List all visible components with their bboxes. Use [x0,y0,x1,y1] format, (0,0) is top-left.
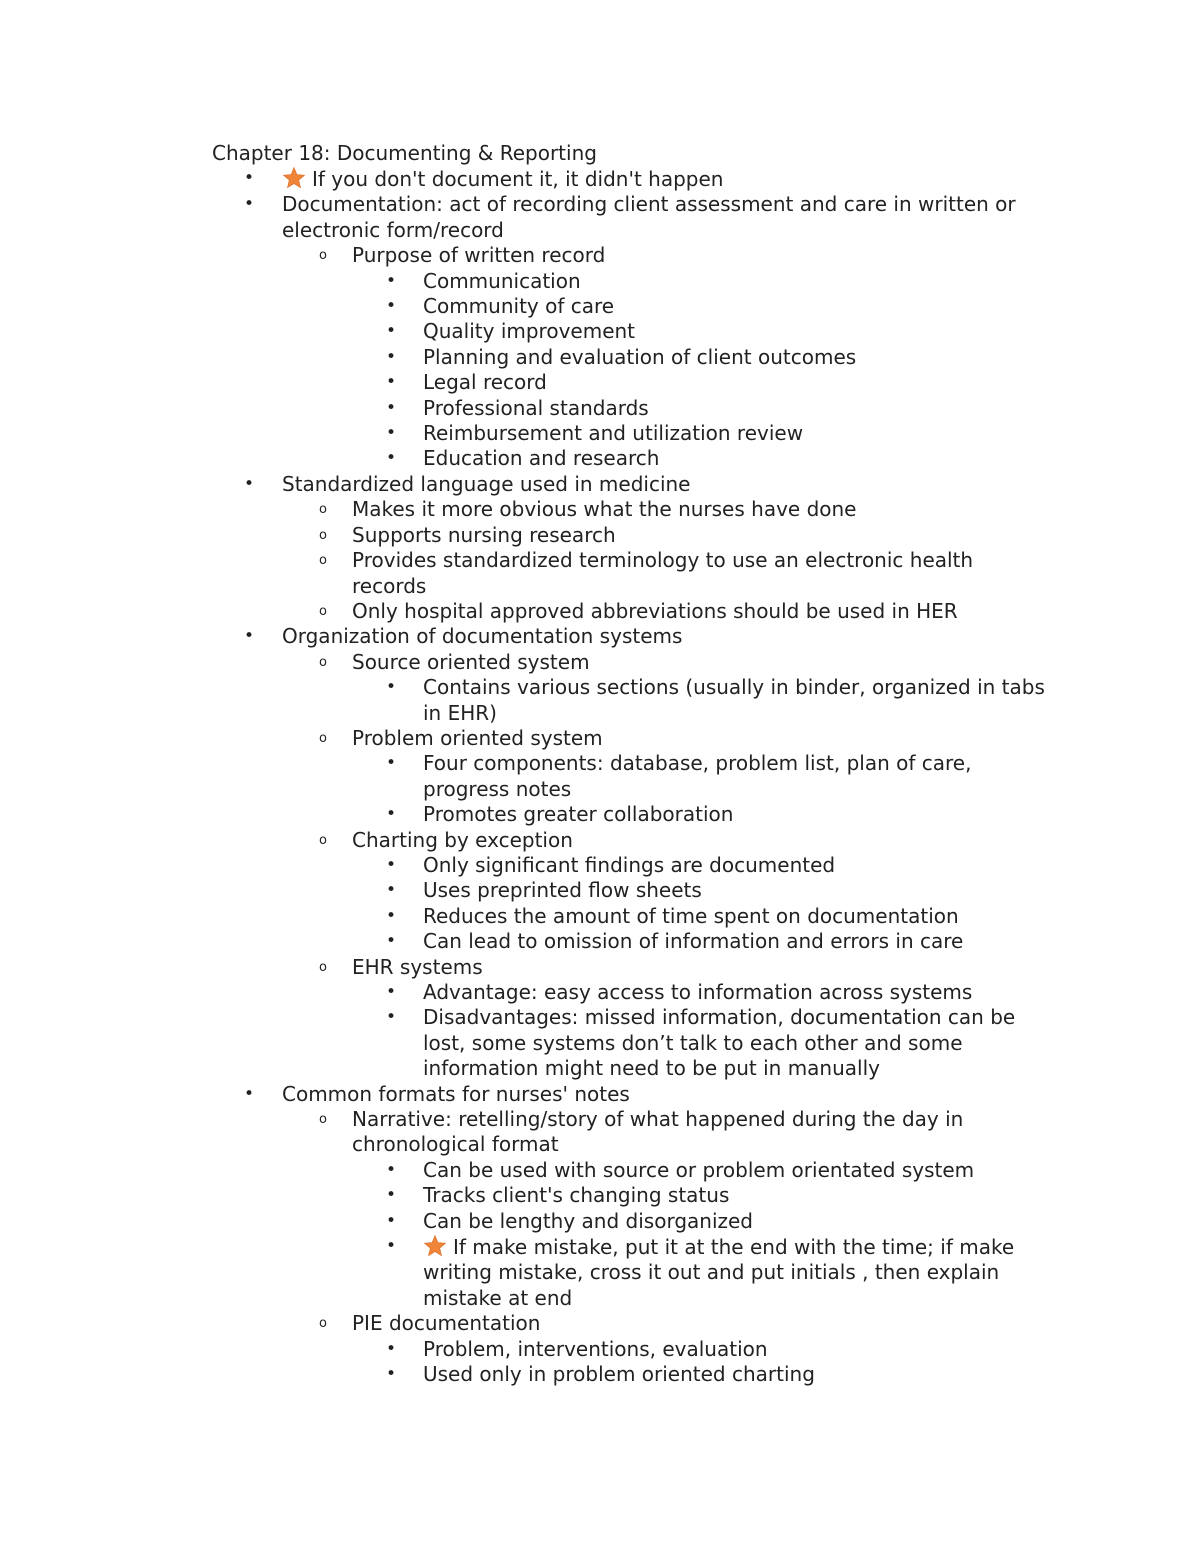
bullet-marker: • [386,753,397,774]
list-item [0,878,1060,903]
list-item-label: Common formats for nurses' notes [282,1081,630,1106]
list-item-label: Can be used with source or problem orientated system [423,1157,975,1182]
list-item [0,1158,1060,1183]
list-item [0,166,1060,192]
list-item-text [423,1337,1060,1362]
list-item-label: Source oriented system [352,649,590,674]
list-item-text [352,955,1040,980]
list-item-label: Quality improvement [423,319,636,344]
list-item [0,294,1060,319]
list-item [0,751,1060,802]
bullet-marker: • [386,372,397,393]
list-item-label: Education and research [423,446,660,471]
list-item [0,853,1060,878]
list-item-text [352,548,1040,599]
list-item [0,828,1040,853]
list-item-text [352,1107,1040,1158]
bullet-marker: o [319,502,327,518]
list-item-label: PIE documentation [352,1311,541,1336]
bullet-marker: • [244,626,255,647]
list-item-label: Disadvantages: missed information, documentation can be lost, some systems don’t talk to each other and some information might need to be put in manually [423,1005,1016,1081]
list-item [0,523,1040,548]
bullet-marker: • [386,1185,397,1206]
bullet-marker: o [319,832,327,848]
list-item-label: Only significant findings are documented [423,852,836,877]
list-item-text [423,269,1060,294]
bullet-marker: • [386,1236,397,1257]
list-item-text [423,319,1060,344]
bullet-marker: • [386,397,397,418]
bullet-marker: • [386,346,397,367]
list-item [0,396,1060,421]
list-item-text [423,1183,1060,1208]
bullet-marker: • [386,931,397,952]
list-item-label: Problem, interventions, evaluation [423,1336,768,1361]
list-item-text [423,878,1060,903]
list-item [0,548,1040,599]
bullet-marker: • [244,1083,255,1104]
bullet-marker: o [319,654,327,670]
list-item [0,243,1040,268]
list-item-label: Reimbursement and utilization review [423,421,804,446]
list-item-label: Tracks client's changing status [423,1183,730,1208]
list-item [0,446,1060,471]
list-item-label: Charting by exception [352,827,573,852]
list-item-text [352,828,1040,853]
star-icon [423,1234,447,1258]
bullet-marker: • [386,1210,397,1231]
list-item-label: Provides standardized terminology to use an electronic health records [352,548,974,598]
list-item [0,192,1060,243]
list-item-text [423,421,1060,446]
list-item [0,421,1060,446]
list-item-text [282,166,1060,192]
list-item-text [282,192,1060,243]
list-item-label: Documentation: act of recording client assessment and care in written or electronic form/record [282,192,1016,242]
list-item-label: Supports nursing research [352,522,616,547]
list-item-text [423,294,1060,319]
bullet-marker: o [319,730,327,746]
list-item-label: Problem oriented system [352,725,603,750]
list-item [0,726,1040,751]
list-item-text [423,904,1060,929]
list-item-text [423,1005,1060,1081]
list-item-text [423,751,1060,802]
list-item-label: Organization of documentation systems [282,624,683,649]
list-item-label: Community of care [423,294,615,319]
bullet-marker: • [386,1364,397,1385]
bullet-marker: • [386,1159,397,1180]
list-item-text [352,1311,1040,1336]
list-item [0,1107,1040,1158]
list-item-label: Planning and evaluation of client outcomes [423,344,857,369]
bullet-marker: • [386,296,397,317]
bullet-marker: • [386,677,397,698]
list-item-text [423,1234,1060,1311]
bullet-marker: • [386,880,397,901]
list-item-text [282,624,1060,649]
bullet-marker: o [319,959,327,975]
bullet-marker: • [386,423,397,444]
list-item [0,1183,1060,1208]
list-item [0,1362,1060,1387]
list-item-label: If make mistake, put it at the end with the time; if make writing mistake, cross it out and put initials , then explain mistake at end [423,1235,1015,1310]
list-item-label: Only hospital approved abbreviations should be used in HER [352,598,958,623]
list-item-text [282,1082,1060,1107]
page-title: Chapter 18: Documenting & Reporting [212,141,597,165]
list-item [0,650,1040,675]
bullet-marker: • [386,854,397,875]
list-item-text [282,472,1060,497]
list-item-label: Legal record [423,370,547,395]
list-item-label: Reduces the amount of time spent on documentation [423,903,959,928]
list-item-label: Uses preprinted flow sheets [423,878,702,903]
list-item [0,1234,1060,1311]
list-item [0,599,1040,624]
list-item [0,1005,1060,1081]
list-item-label: Contains various sections (usually in binder, organized in tabs in EHR) [423,675,1045,725]
list-item [0,955,1040,980]
list-item-label: Four components: database, problem list, plan of care, progress notes [423,751,972,801]
list-item [0,929,1060,954]
list-item-text [423,980,1060,1005]
list-item-text [423,396,1060,421]
list-item-label: Makes it more obvious what the nurses have done [352,497,857,522]
bullet-marker: • [386,448,397,469]
list-item-text [423,675,1060,726]
bullet-marker: o [319,603,327,619]
list-item-text [423,446,1060,471]
list-item-text [352,599,1040,624]
bullet-marker: o [319,248,327,264]
list-item-label: Advantage: easy access to information across systems [423,980,973,1004]
bullet-marker: o [319,1316,327,1332]
list-item-label: Purpose of written record [352,243,606,268]
list-item-text [423,1158,1060,1183]
list-item [0,269,1060,294]
list-item-label: Standardized language used in medicine [282,471,691,496]
list-item-label: Promotes greater collaboration [423,802,734,827]
list-item [0,802,1060,827]
list-item-text [423,370,1060,395]
list-item [0,624,1060,649]
list-item-label: Professional standards [423,395,649,420]
list-item-text [352,523,1040,548]
list-item [0,904,1060,929]
bullet-marker: • [244,473,255,494]
star-icon [282,166,306,190]
list-item-text [352,650,1040,675]
list-item [0,1337,1060,1362]
bullet-marker: • [386,321,397,342]
list-item-label: Communication [423,268,581,293]
list-item-label: If you don't document it, it didn't happen [312,167,724,191]
list-item-label: Used only in problem oriented charting [423,1362,815,1387]
bullet-marker: o [319,527,327,543]
list-item [0,1209,1060,1234]
list-item-text [352,726,1040,751]
list-item [0,319,1060,344]
list-item-text [352,243,1040,268]
list-item [0,1082,1060,1107]
list-item [0,472,1060,497]
list-item [0,1311,1040,1336]
list-item [0,675,1060,726]
bullet-marker: o [319,1112,327,1128]
bullet-marker: • [386,270,397,291]
list-item [0,370,1060,395]
bullet-marker: • [244,194,255,215]
bullet-marker: • [244,168,255,188]
list-item-text [423,853,1060,878]
list-item-text [423,1362,1060,1387]
bullet-marker: • [386,905,397,926]
list-item-text [423,802,1060,827]
list-item [0,497,1040,522]
bullet-marker: • [386,1338,397,1359]
list-item-text [352,497,1040,522]
list-item-label: Can be lengthy and disorganized [423,1208,753,1233]
bullet-marker: o [319,553,327,569]
list-item-label: Can lead to omission of information and errors in care [423,929,964,954]
list-item [0,345,1060,370]
list-item-text [423,1209,1060,1234]
bullet-marker: • [386,982,397,1002]
bullet-marker: • [386,1007,397,1028]
list-item-label: EHR systems [352,954,483,979]
list-item-text [423,929,1060,954]
list-item-label: Narrative: retelling/story of what happened during the day in chronological format [352,1107,964,1157]
bullet-marker: • [386,804,397,825]
list-item [0,980,1060,1005]
notes-outline [0,166,1200,1388]
list-item-text [423,345,1060,370]
